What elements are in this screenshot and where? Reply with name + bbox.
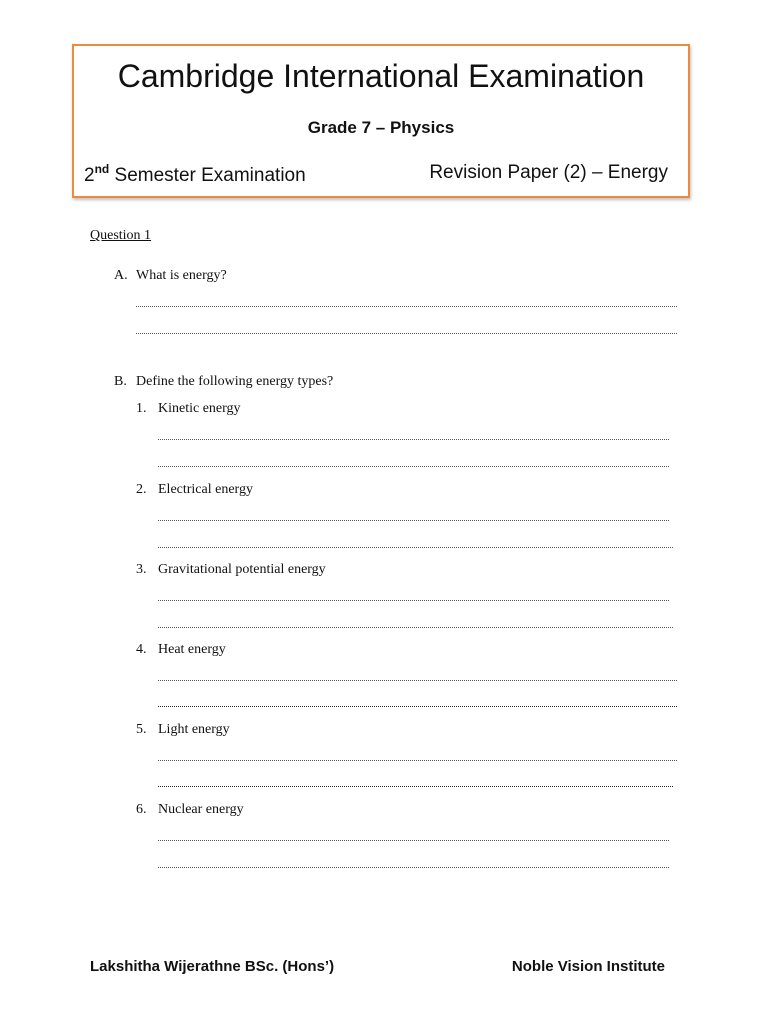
item-label-light: Light energy <box>158 722 230 737</box>
answer-line[interactable] <box>136 333 677 334</box>
item-label-heat: Heat energy <box>158 642 226 657</box>
item-label-electrical: Electrical energy <box>158 482 253 497</box>
item-number: 3. <box>136 562 147 577</box>
answer-line[interactable] <box>158 627 673 628</box>
part-b-letter: B. <box>114 374 127 389</box>
grade-subject: Grade 7 – Physics <box>307 118 455 137</box>
answer-line[interactable] <box>158 680 677 681</box>
item-label-nuclear: Nuclear energy <box>158 802 244 817</box>
item-label-kinetic: Kinetic energy <box>158 401 241 416</box>
answer-line[interactable] <box>158 600 669 601</box>
item-label-gravitational: Gravitational potential energy <box>158 562 326 577</box>
exam-title: Cambridge International Examination <box>117 58 645 94</box>
answer-line[interactable] <box>158 547 673 548</box>
answer-line[interactable] <box>158 466 669 467</box>
answer-line[interactable] <box>158 786 673 787</box>
paper-title: Revision Paper (2) – Energy <box>429 162 668 183</box>
semester-suffix: nd <box>94 162 110 176</box>
footer-author: Lakshitha Wijerathne BSc. (Hons’) <box>90 958 335 975</box>
answer-line[interactable] <box>158 760 677 761</box>
item-number: 1. <box>136 401 147 416</box>
answer-line[interactable] <box>158 706 677 707</box>
item-number: 5. <box>136 722 147 737</box>
question-title: Question 1 <box>90 228 152 243</box>
semester-label <box>84 162 306 187</box>
part-a-letter: A. <box>114 268 128 283</box>
answer-line[interactable] <box>158 867 669 868</box>
exam-header-box <box>72 44 690 198</box>
item-number: 4. <box>136 642 147 657</box>
answer-line[interactable] <box>136 306 677 307</box>
footer-institute: Noble Vision Institute <box>511 958 665 975</box>
part-b-question: Define the following energy types? <box>136 374 334 389</box>
answer-line[interactable] <box>158 840 669 841</box>
semester-number: 2 <box>84 165 95 186</box>
answer-line[interactable] <box>158 439 669 440</box>
part-a-question: What is energy? <box>136 268 227 283</box>
item-number: 6. <box>136 802 147 817</box>
answer-line[interactable] <box>158 520 669 521</box>
semester-text: Semester Examination <box>109 165 306 186</box>
item-number: 2. <box>136 482 147 497</box>
